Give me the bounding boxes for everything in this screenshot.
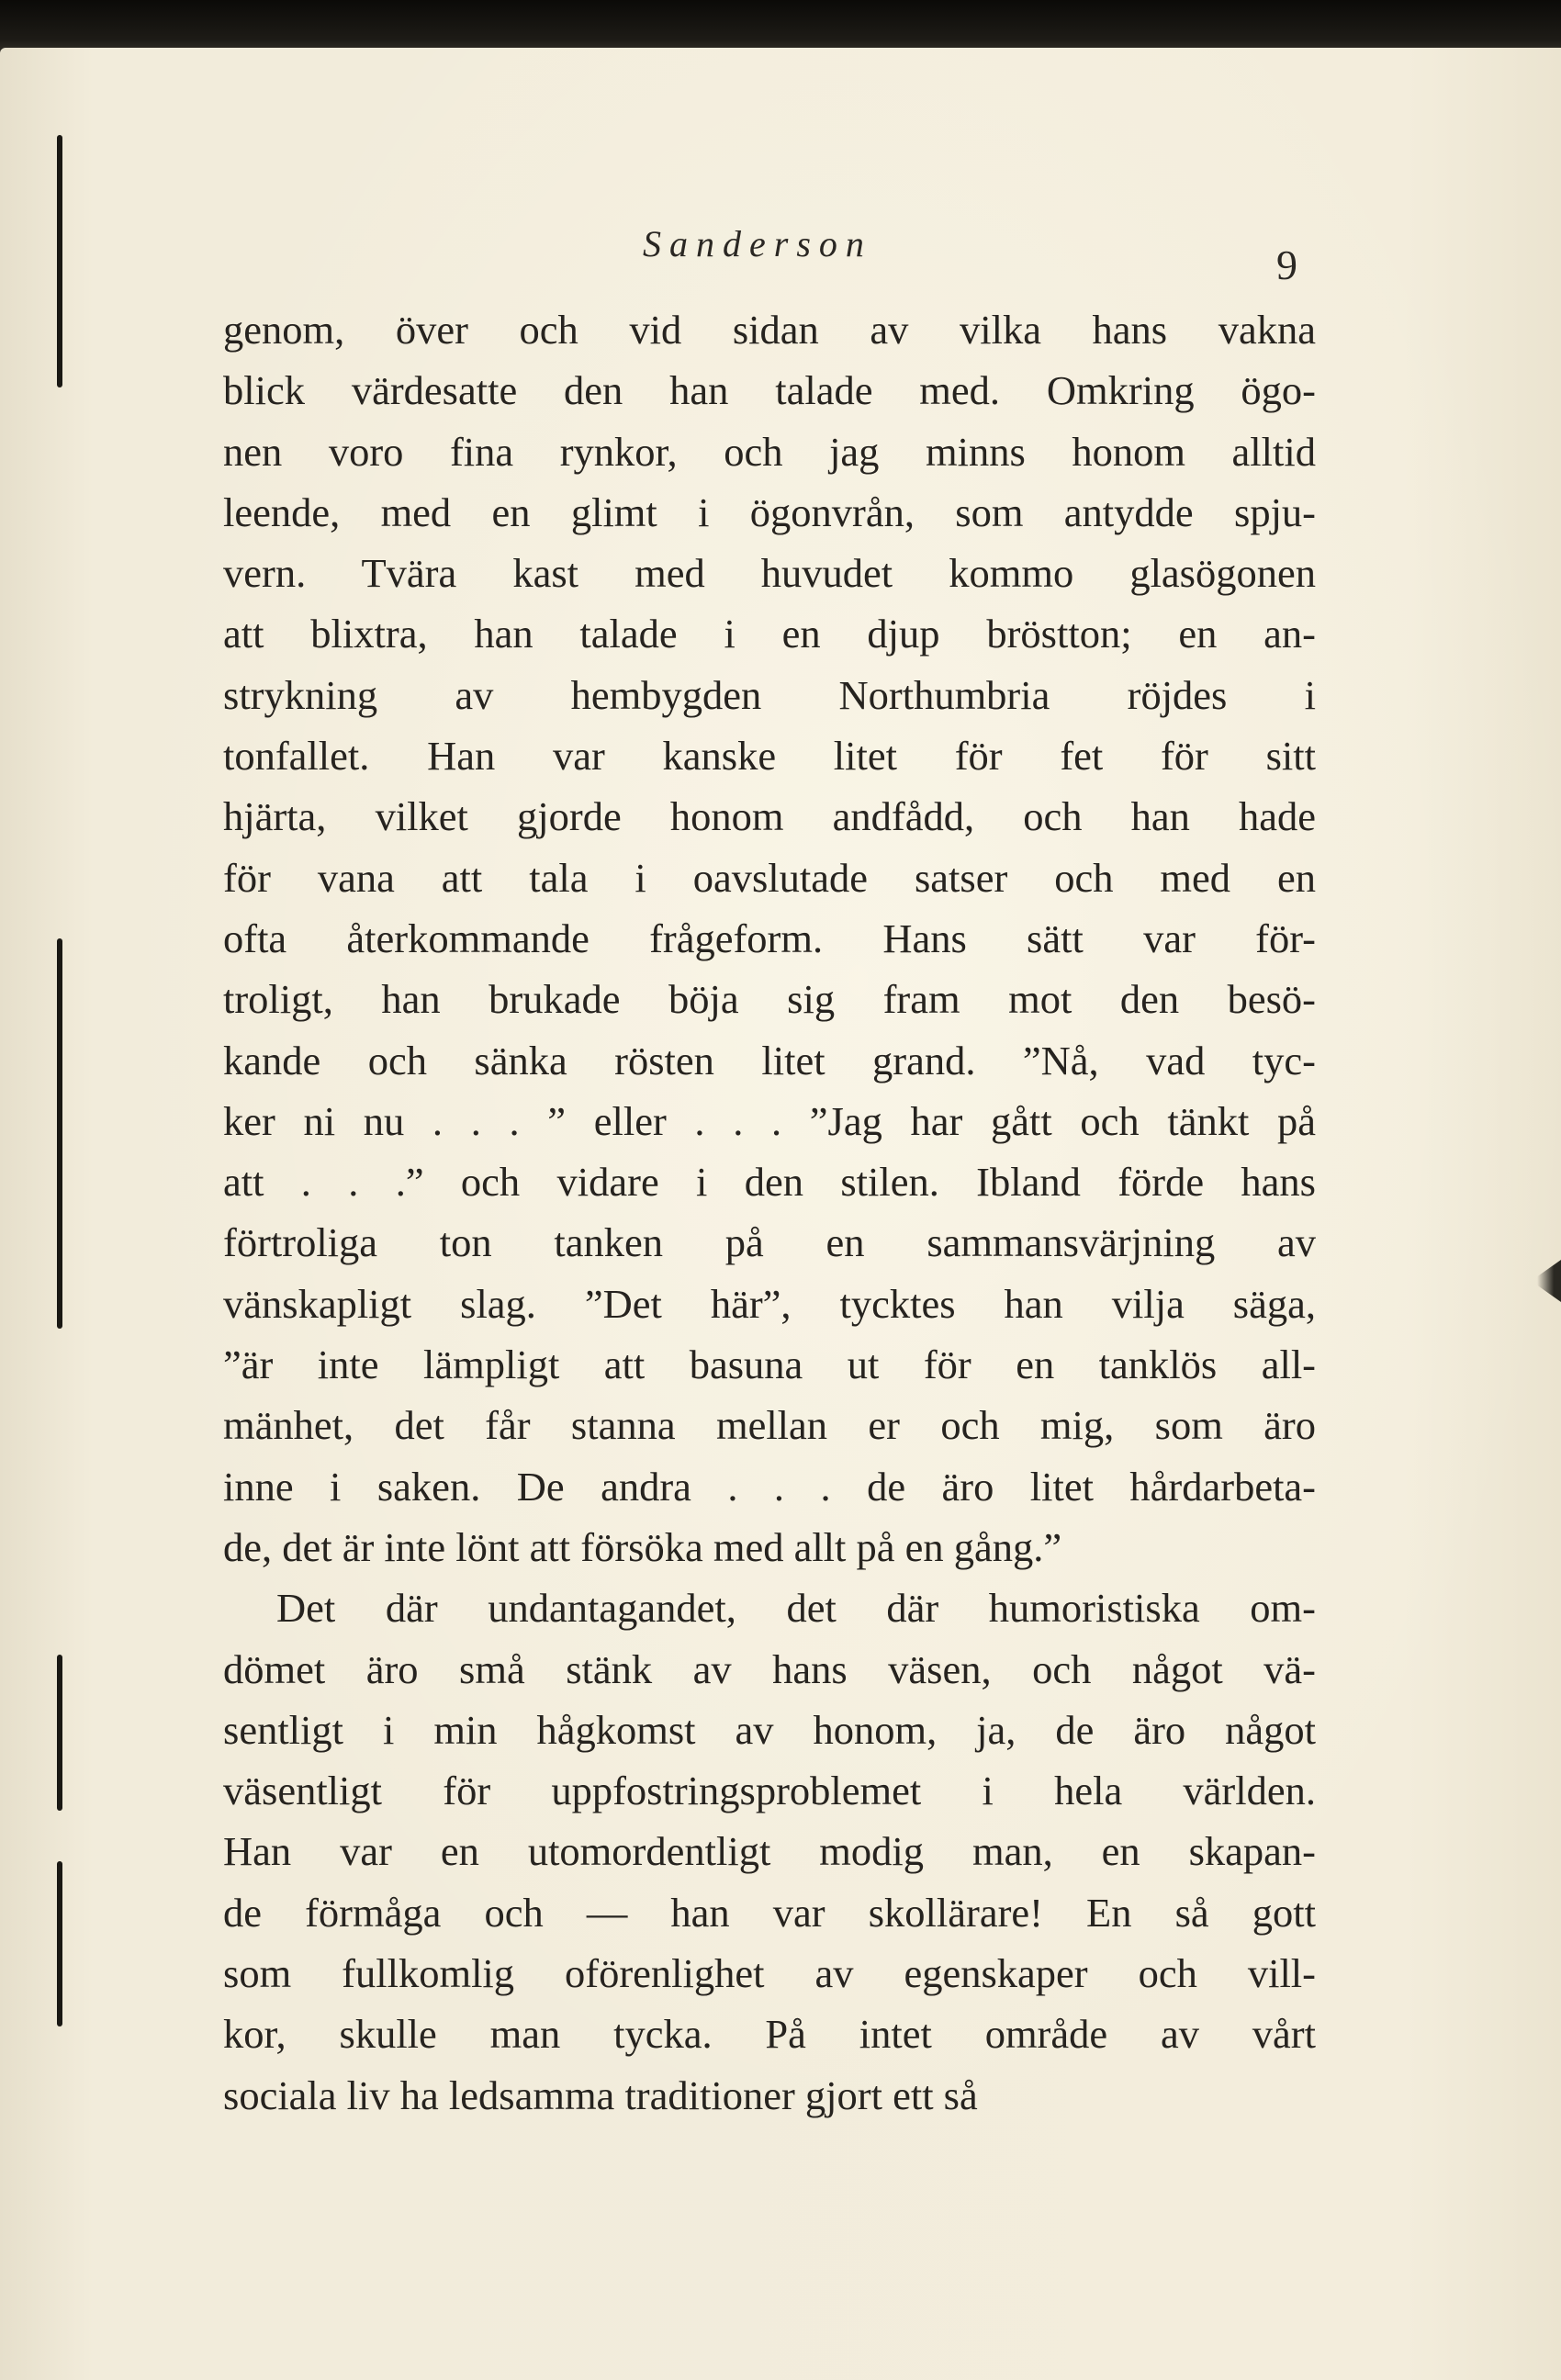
binding-mark (57, 1655, 62, 1811)
text-line: leende, med en glimt i ögonvrån, som antydde spju- (223, 488, 1316, 535)
text-line: sociala liv ha ledsamma traditioner gjort ett så (223, 2071, 978, 2118)
page-edge-tab (1537, 1260, 1561, 1302)
running-head: Sanderson (643, 223, 872, 264)
text-line: troligt, han brukade böja sig fram mot den besö- (223, 976, 1316, 1023)
text-line: ”är inte lämpligt att basuna ut för en tanklös all- (223, 1342, 1316, 1388)
binding-mark (57, 938, 62, 1177)
text-line: väsentligt för uppfostringsproblemet i hela världen. (223, 1768, 1316, 1814)
text-line: kor, skulle man tycka. På intet område av vårt (223, 2011, 1316, 2058)
binding-mark (57, 268, 62, 387)
text-line: som fullkomlig oförenlighet av egenskaper och vill- (223, 1950, 1316, 1997)
text-line: vänskapligt slag. ”Det här”, tycktes han vilja säga, (223, 1280, 1316, 1327)
text-line: vern. Tvära kast med huvudet kommo glasögonen (223, 550, 1316, 597)
text-line: förtroliga ton tanken på en sammansvärjning av (223, 1219, 1316, 1266)
text-line: inne i saken. De andra . . . de äro litet hårdarbeta- (223, 1463, 1316, 1510)
text-line: strykning av hembygden Northumbria röjdes i (223, 671, 1316, 718)
text-line: hjärta, vilket gjorde honom andfådd, och han hade (223, 793, 1316, 840)
text-line: de förmåga och — han var skollärare! En så gott (223, 1889, 1316, 1936)
text-line: de, det är inte lönt att försöka med allt på en gång.” (223, 1523, 1062, 1570)
text-line: att blixtra, han talade i en djup bröstton; en an- (223, 611, 1316, 657)
text-line: dömet äro små stänk av hans väsen, och något vä- (223, 1645, 1316, 1692)
text-line: ker ni nu . . . ” eller . . . ”Jag har gått och tänkt på (223, 1097, 1316, 1144)
text-line: blick värdesatte den han talade med. Omkring ögo- (223, 367, 1316, 414)
text-line: mänhet, det får stanna mellan er och mig, som äro (223, 1402, 1316, 1449)
binding-mark (57, 1861, 62, 2026)
text-line: att . . .” och vidare i den stilen. Ibland förde hans (223, 1159, 1316, 1206)
text-line: Det där undantagandet, det där humoristiska om- (276, 1585, 1316, 1632)
text-line: Han var en utomordentligt modig man, en skapan- (223, 1828, 1316, 1875)
text-line: genom, över och vid sidan av vilka hans vakna (223, 307, 1316, 353)
text-line: ofta återkommande frågeform. Hans sätt var för- (223, 915, 1316, 961)
paragraph (223, 299, 1316, 1577)
paragraph (223, 1577, 1316, 2126)
binding-mark (57, 1145, 62, 1329)
page-number: 9 (1276, 241, 1297, 288)
text-line: för vana att tala i oavslutade satser och med en (223, 854, 1316, 901)
text-line: kande och sänka rösten litet grand. ”Nå, vad tyc- (223, 1037, 1316, 1083)
text-line: nen voro fina rynkor, och jag minns honom alltid (223, 428, 1316, 475)
text-line: tonfallet. Han var kanske litet för fet för sitt (223, 733, 1316, 780)
body-text (223, 299, 1316, 2126)
text-line: sentligt i min hågkomst av honom, ja, de äro något (223, 1706, 1316, 1753)
